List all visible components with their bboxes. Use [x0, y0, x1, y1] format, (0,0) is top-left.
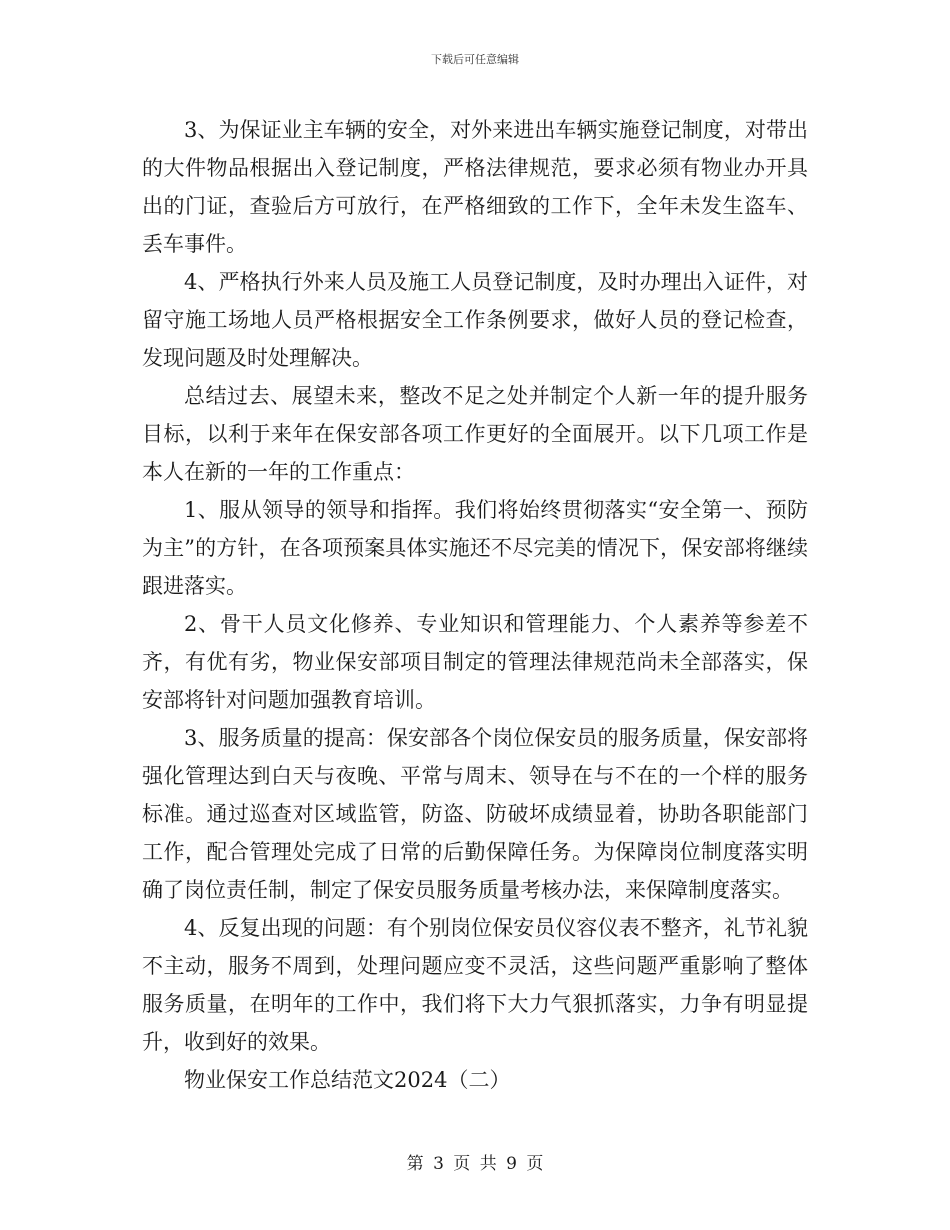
section-title-part-two: 物业保安工作总结范文2024（二）: [184, 1068, 511, 1092]
page-number: 第 3 页 共 9 页: [406, 1154, 544, 1174]
header-note: 下载后可任意编辑: [431, 53, 519, 66]
paragraph-recurring-issues: 4、反复出现的问题：有个别岗位保安员仪容仪表不整齐，礼节礼貌不主动，服务不周到，处理问题应变不灵活，这些问题严重影响了整体服务质量，在明年的工作中，我们将下大力气狠抓落实，力争有明显提升，收到好的效果。: [142, 916, 808, 1054]
paragraph-vehicle-registration: 3、为保证业主车辆的安全，对外来进出车辆实施登记制度，对带出的大件物品根据出入登记制度，严格法律规范，要求必须有物业办开具出的门证，查验后方可放行，在严格细致的工作下，全年未发生盗车、丢车事件。: [142, 118, 808, 256]
paragraph-staff-training: 2、骨干人员文化修养、专业知识和管理能力、个人素养等参差不齐，有优有劣，物业保安部项目制定的管理法律规范尚未全部落实，保安部将针对问题加强教育培训。: [142, 612, 808, 712]
paragraph-summary-outlook: 总结过去、展望未来，整改不足之处并制定个人新一年的提升服务目标，以利于来年在保安部各项工作更好的全面展开。以下几项工作是本人在新的一年的工作重点：: [142, 384, 808, 484]
paragraph-visitor-registration: 4、严格执行外来人员及施工人员登记制度，及时办理出入证件，对留守施工场地人员严格根据安全工作条例要求，做好人员的登记检查，发现问题及时处理解决。: [142, 270, 808, 370]
paragraph-follow-leadership: 1、服从领导的领导和指挥。我们将始终贯彻落实“安全第一、预防为主”的方针，在各项预案具体实施还不尽完美的情况下，保安部将继续跟进落实。: [142, 498, 808, 598]
page-footer: [0, 1153, 950, 1175]
page-header: [0, 53, 950, 67]
paragraph-service-quality: 3、服务质量的提高：保安部各个岗位保安员的服务质量，保安部将强化管理达到白天与夜晚、平常与周末、领导在与不在的一个样的服务标准。通过巡查对区域监管，防盗、防破坏成绩显着，协助各职能部门工作，配合管理处完成了日常的后勤保障任务。为保障岗位制度落实明确了岗位责任制，制定了保安员服务质量考核办法，来保障制度落实。: [142, 726, 808, 902]
document-body: [142, 111, 808, 1099]
